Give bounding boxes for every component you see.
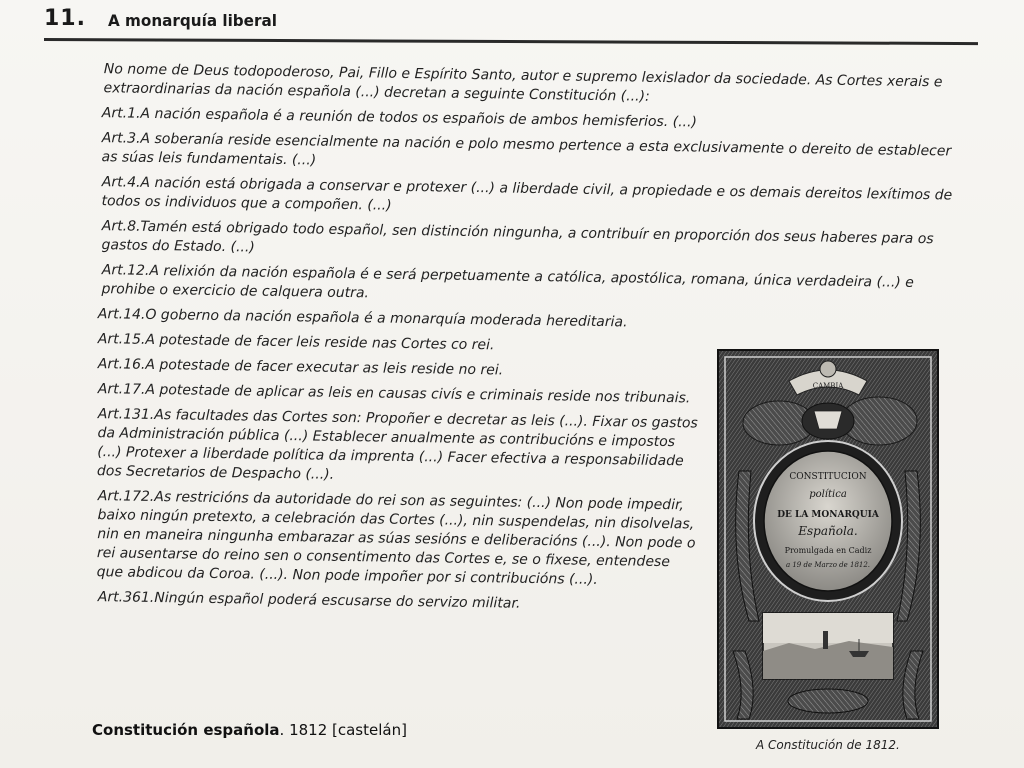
article-14	[92, 305, 698, 334]
article-361	[92, 588, 698, 617]
article-text: A potestade de aplicar as leis en causas civís e criminais reside nos tribunais.	[145, 381, 691, 407]
article-label: Art.16.	[97, 356, 146, 373]
article-label: Art.4.	[101, 174, 141, 191]
lighthouse	[823, 631, 828, 649]
article-17	[92, 380, 698, 409]
article-172	[91, 487, 698, 592]
source-citation	[92, 721, 407, 739]
article-text: A nación está obrigada a conservar e protexer (...) a liberdade civil, a propiedade e os demais dereitos lexítimos de todos os individuos que a compoñen. (...)	[101, 174, 953, 214]
plate-line-1: CONSTITUCION	[789, 472, 867, 482]
article-16	[92, 355, 698, 384]
article-label: Art.131.	[97, 406, 155, 423]
plate-line-6: a 19 de Marzo de 1812.	[785, 561, 871, 569]
article-label: Art.172.	[97, 488, 155, 505]
article-text: O goberno da nación española é a monarquía moderada hereditaria.	[145, 306, 628, 331]
article-text: As facultades das Cortes son: Propoñer e decretar as leis (...). Fixar os gastos da Administración pública (...) Establecer anualmente as contribucións e impostos (...) Protexer a liberdade política da imprenta (...) Facer efectiva a responsabilidade dos Secretarios de Despacho (...).	[96, 406, 698, 483]
section-header	[44, 4, 984, 40]
plate-line-5: Promulgada en Cadiz	[784, 546, 872, 555]
article-text: A soberanía reside esencialmente na nación e polo mesmo pertence a esta exclusivamente o dereito de establecer as súas leis fundamentais. (...)	[101, 130, 952, 169]
article-text: Tamén está obrigado todo español, sen distinción ningunha, a contribuír en proporción dos seus haberes para os gastos do Estado. (...)	[101, 218, 934, 256]
article-label: Art.14.	[97, 306, 146, 323]
article-label: Art.12.	[101, 262, 150, 279]
article-text: A relixión da nación española é e será perpetuamente a católica, apostólica, romana, única verdadeira (...) e prohibe o exercicio de calquera outra.	[101, 262, 914, 302]
article-text: A potestade de facer executar as leis reside no rei.	[145, 356, 504, 379]
article-label: Art.361.	[97, 589, 155, 606]
section-number: 11.	[44, 6, 86, 31]
article-15	[92, 330, 698, 359]
engraving-image	[719, 351, 937, 727]
article-text: A nación española é a reunión de todos os españois de ambos hemisferios. (...)	[140, 105, 698, 131]
article-3	[91, 129, 961, 181]
article-label: Art.1.	[101, 105, 141, 122]
source-details: . 1812 [castelán]	[279, 721, 407, 739]
source-title: Constitución española	[92, 721, 280, 739]
plate-line-2: política	[809, 489, 847, 500]
base-trophies	[788, 689, 868, 713]
plate-line-3: DE LA MONARQUIA	[777, 510, 879, 520]
article-8	[91, 217, 961, 269]
article-4	[91, 173, 961, 225]
sun-emblem	[820, 361, 836, 377]
article-label: Art.3.	[101, 130, 141, 147]
plate-line-4: Española.	[798, 524, 858, 538]
article-text: As restricións da autoridade do rei son as seguintes: (...) Non pode impedir, baixo ningún pretexto, a celebración das Cortes (...), nin suspendelas, nin disolvelas, nin en maneira ningunha embarazar as súas sesións e deliberacións (...). Non pode o rei ausentarse do reino sen o consentimento das Cortes e, se o fixese, entendese que abdicou da Coroa. (...). Non pode impoñer por si contribucións (...).	[96, 488, 696, 588]
article-text: A potestade de facer leis reside nas Cortes co rei.	[145, 331, 495, 354]
banner-text: CAMBIA	[812, 382, 844, 390]
article-label: Art.17.	[97, 381, 146, 398]
article-label: Art.15.	[97, 331, 146, 348]
preamble: No nome de Deus todopoderoso, Pai, Fillo e Espírito Santo, autor e supremo lexislador da sociedade. As Cortes xerais e extraordinarias da nación española (...) decretan a seguinte Constitución (...):	[103, 61, 943, 105]
shield-icon	[814, 411, 842, 429]
section-title: A monarquía liberal	[108, 11, 277, 30]
article-label: Art.8.	[101, 218, 141, 235]
article-131	[91, 405, 698, 491]
article-12	[91, 261, 961, 313]
figure-caption: A Constitución de 1812.	[756, 738, 900, 752]
engraving-illustration	[717, 349, 939, 729]
article-text: Ningún español poderá escusarse do servizo militar.	[154, 589, 521, 612]
